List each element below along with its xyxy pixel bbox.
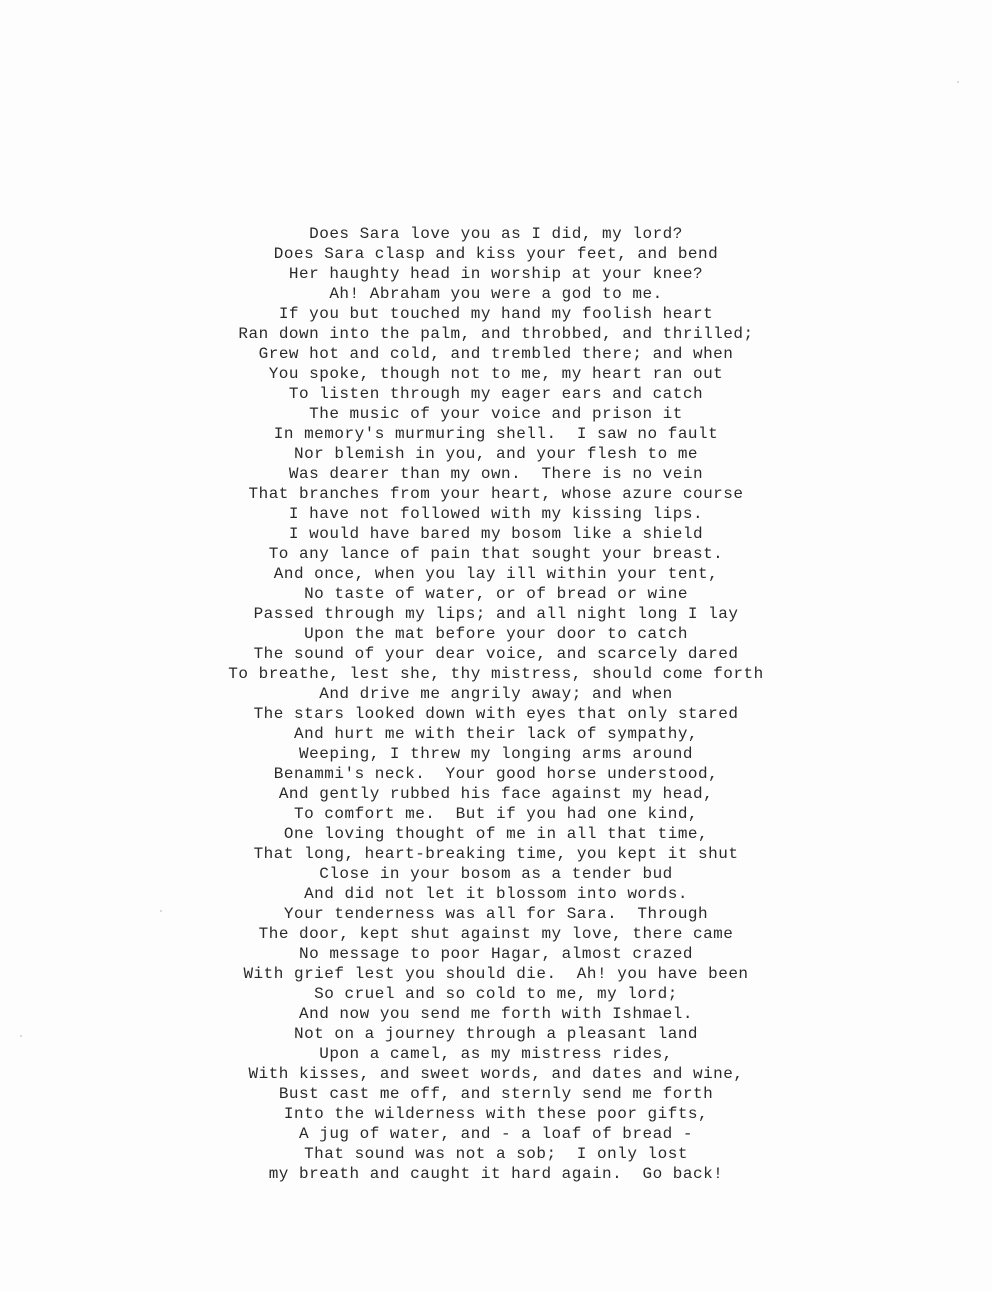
poem-line: And now you send me forth with Ishmael.	[299, 1005, 693, 1023]
poem-line: To comfort me. But if you had one kind,	[293, 805, 699, 823]
poem-line: Not on a journey through a pleasant land	[293, 1025, 699, 1043]
poem-line: That long, heart-breaking time, you kept it shut	[253, 845, 739, 863]
poem-line: Does Sara clasp and kiss your feet, and bend	[273, 245, 719, 263]
poem-line: And once, when you lay ill within your tent,	[273, 565, 719, 583]
poem-line: And gently rubbed his face against my head,	[278, 785, 714, 803]
poem-line: Grew hot and cold, and trembled there; and when	[258, 345, 734, 363]
poem-line: To breathe, lest she, thy mistress, should come forth	[228, 665, 764, 683]
poem-line: One loving thought of me in all that time,	[283, 825, 709, 843]
poem-line: I would have bared my bosom like a shield	[288, 525, 704, 543]
poem-line: Her haughty head in worship at your knee?	[288, 265, 704, 283]
poem-line: The stars looked down with eyes that only stared	[253, 705, 739, 723]
poem-line: Does Sara love you as I did, my lord?	[309, 225, 683, 243]
poem-line: Your tenderness was all for Sara. Through	[283, 905, 709, 923]
poem-line: I have not followed with my kissing lips.	[288, 505, 704, 523]
poem-line: And drive me angrily away; and when	[319, 685, 673, 703]
poem-line: And hurt me with their lack of sympathy,	[293, 725, 699, 743]
poem-line: Benammi's neck. Your good horse understood,	[273, 765, 719, 783]
poem-line: Nor blemish in you, and your flesh to me	[293, 445, 699, 463]
poem-text	[0, 224, 992, 1184]
poem-line: The door, kept shut against my love, there came	[258, 925, 734, 943]
poem-line: With grief lest you should die. Ah! you have been	[243, 965, 749, 983]
poem-line: Passed through my lips; and all night long I lay	[253, 605, 739, 623]
poem-line: If you but touched my hand my foolish heart	[278, 305, 714, 323]
poem-line: To listen through my eager ears and catch	[288, 385, 704, 403]
poem-line: That branches from your heart, whose azure course	[248, 485, 744, 503]
poem-line: To any lance of pain that sought your breast.	[268, 545, 724, 563]
poem-line: Ran down into the palm, and throbbed, and thrilled;	[238, 325, 754, 343]
poem-line: Close in your bosom as a tender bud	[319, 865, 673, 883]
poem-line: Into the wilderness with these poor gifts,	[283, 1105, 709, 1123]
poem-line: The music of your voice and prison it	[309, 405, 683, 423]
poem-line: And did not let it blossom into words.	[304, 885, 688, 903]
poem-line: Upon the mat before your door to catch	[304, 625, 688, 643]
poem-line: Was dearer than my own. There is no vein	[288, 465, 704, 483]
paper-speck	[957, 81, 959, 83]
poem-line: Ah! Abraham you were a god to me.	[329, 285, 663, 303]
poem-line: Bust cast me off, and sternly send me forth	[278, 1085, 714, 1103]
poem-line: A jug of water, and - a loaf of bread -	[299, 1125, 693, 1143]
poem-line: No taste of water, or of bread or wine	[304, 585, 688, 603]
poem-line: With kisses, and sweet words, and dates and wine,	[248, 1065, 744, 1083]
poem-line: The sound of your dear voice, and scarcely dared	[253, 645, 739, 663]
poem-line: So cruel and so cold to me, my lord;	[314, 985, 678, 1003]
poem-line: No message to poor Hagar, almost crazed	[299, 945, 693, 963]
poem-line: You spoke, though not to me, my heart ran out	[268, 365, 724, 383]
poem-line: That sound was not a sob; I only lost	[304, 1145, 688, 1163]
poem-line: Weeping, I threw my longing arms around	[299, 745, 693, 763]
poem-line: Upon a camel, as my mistress rides,	[319, 1045, 673, 1063]
poem-line: In memory's murmuring shell. I saw no fault	[273, 425, 719, 443]
poem-line: my breath and caught it hard again. Go back!	[268, 1165, 724, 1183]
